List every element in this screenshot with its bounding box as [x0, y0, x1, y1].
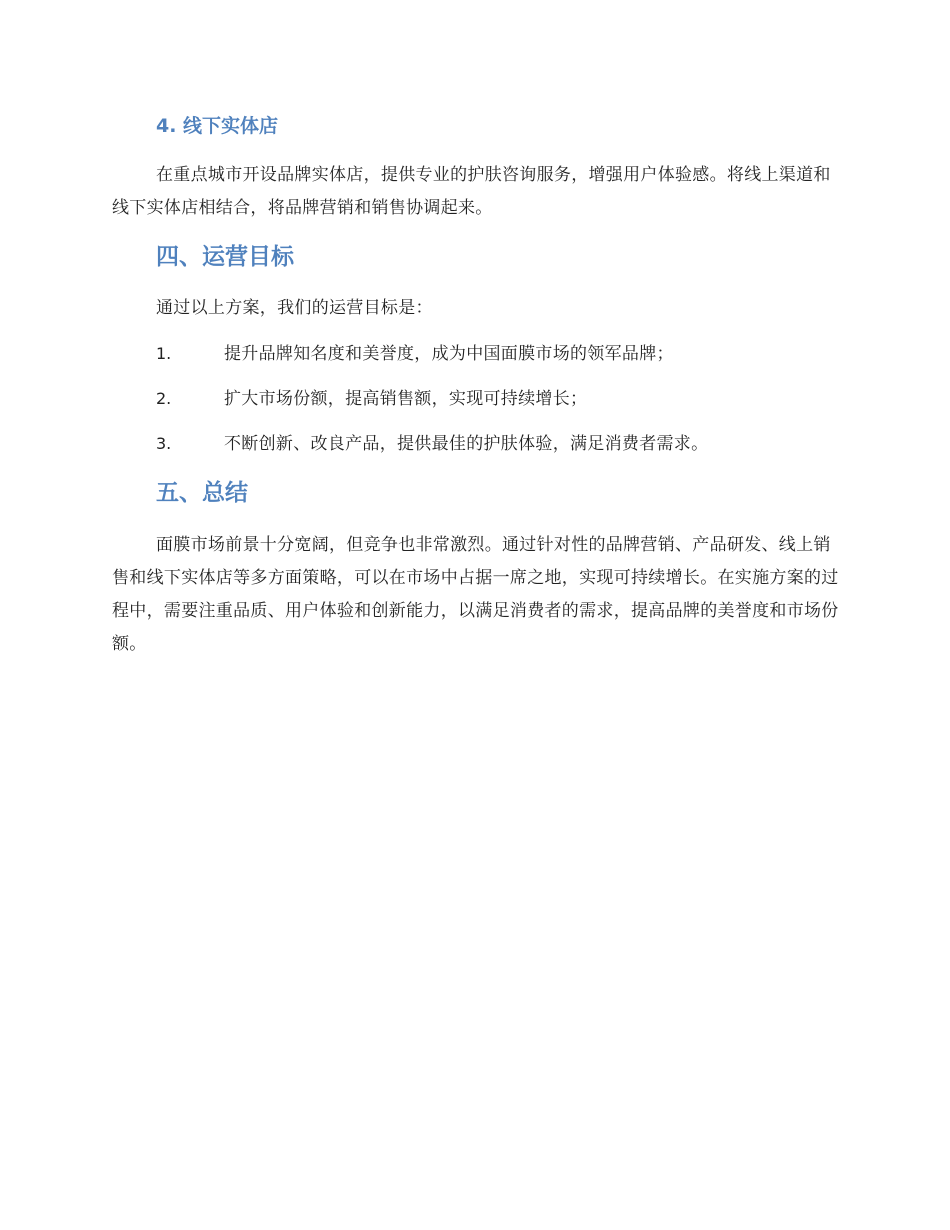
- paragraph-offline-store: 在重点城市开设品牌实体店，提供专业的护肤咨询服务，增强用户体验感。将线上渠道和线下实体店相结合，将品牌营销和销售协调起来。: [112, 165, 831, 218]
- section-heading-summary: 五、总结: [156, 480, 248, 506]
- list-item: [156, 430, 856, 458]
- list-item-number: 2.: [156, 389, 172, 408]
- paragraph-goals-intro: 通过以上方案，我们的运营目标是：: [156, 298, 433, 318]
- list-item-number: 3.: [156, 434, 172, 453]
- list-item-text: 不断创新、改良产品，提供最佳的护肤体验，满足消费者需求。: [224, 434, 709, 454]
- section-heading-offline-store: 4. 线下实体店: [156, 115, 279, 137]
- list-item-text: 提升品牌知名度和美誉度，成为中国面膜市场的领军品牌；: [224, 344, 674, 364]
- list-item-text: 扩大市场份额，提高销售额，实现可持续增长；: [224, 389, 588, 409]
- list-item: [156, 385, 856, 413]
- paragraph-summary: 面膜市场前景十分宽阔，但竞争也非常激烈。通过针对性的品牌营销、产品研发、线上销售和线下实体店等多方面策略，可以在市场中占据一席之地，实现可持续增长。在实施方案的过程中，需要注重品质、用户体验和创新能力，以满足消费者的需求，提高品牌的美誉度和市场份额。: [112, 535, 839, 654]
- section-heading-operation-goals: 四、运营目标: [156, 244, 294, 270]
- list-item: [156, 340, 856, 368]
- list-item-number: 1.: [156, 344, 172, 363]
